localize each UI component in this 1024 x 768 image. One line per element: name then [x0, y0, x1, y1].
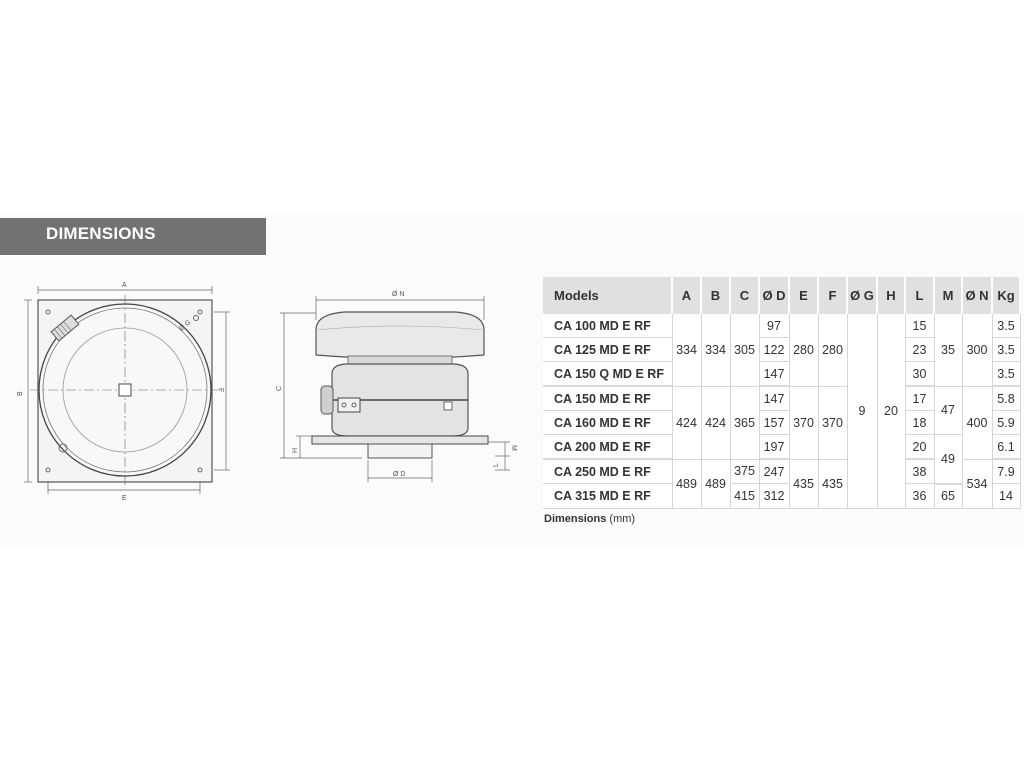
cell-l: 18	[905, 411, 934, 435]
model-name: CA 150 MD E RF	[543, 386, 672, 411]
cell-l: 30	[905, 362, 934, 387]
cell-a: 489	[672, 459, 701, 508]
cell-l: 36	[905, 484, 934, 509]
table-caption	[544, 513, 635, 525]
cell-c: 375	[730, 459, 759, 484]
cell-kg: 3.5	[992, 362, 1020, 387]
cell-c: 305	[730, 314, 759, 386]
cell-l: 15	[905, 314, 934, 338]
header-a: A	[672, 277, 701, 314]
side-view-drawing	[280, 296, 510, 482]
cell-c: 365	[730, 386, 759, 459]
cell-kg: 6.1	[992, 435, 1020, 460]
label-a: A	[122, 282, 127, 289]
cell-b: 424	[701, 386, 730, 459]
section-title: DIMENSIONS	[46, 224, 156, 243]
cell-kg: 3.5	[992, 338, 1020, 362]
model-name: CA 160 MD E RF	[543, 411, 672, 435]
cell-kg: 3.5	[992, 314, 1020, 338]
cell-m: 65	[934, 484, 962, 509]
caption-bold: Dimensions	[544, 513, 607, 525]
cell-kg: 14	[992, 484, 1020, 509]
header-l: L	[905, 277, 934, 314]
cell-d: 147	[759, 386, 789, 411]
cell-f: 435	[818, 459, 847, 508]
cell-d: 97	[759, 314, 789, 338]
cell-e: 280	[789, 314, 818, 386]
label-e: E	[122, 495, 127, 502]
cell-kg: 5.8	[992, 386, 1020, 411]
cell-d: 312	[759, 484, 789, 509]
model-name: CA 150 Q MD E RF	[543, 362, 672, 387]
cell-h: 20	[877, 314, 905, 508]
cell-n: 300	[962, 314, 992, 386]
cell-kg: 5.9	[992, 411, 1020, 435]
cell-b: 489	[701, 459, 730, 508]
header-d: Ø D	[759, 277, 789, 314]
cell-m: 47	[934, 386, 962, 435]
header-e: E	[789, 277, 818, 314]
table-header-row	[543, 277, 1020, 314]
cell-b: 334	[701, 314, 730, 386]
cell-d: 157	[759, 411, 789, 435]
cell-f: 370	[818, 386, 847, 459]
header-kg: Kg	[992, 277, 1020, 314]
cell-d: 122	[759, 338, 789, 362]
cell-d: 247	[759, 459, 789, 484]
cell-e: 370	[789, 386, 818, 459]
caption-unit: (mm)	[606, 513, 636, 525]
cell-n: 400	[962, 386, 992, 459]
label-m: M	[510, 445, 517, 451]
cell-l: 20	[905, 435, 934, 460]
cell-m: 35	[934, 314, 962, 386]
cell-l: 38	[905, 459, 934, 484]
cell-l: 17	[905, 386, 934, 411]
top-view-drawing	[24, 286, 230, 494]
label-f: F	[217, 388, 224, 393]
cell-g: 9	[847, 314, 877, 508]
header-g: Ø G	[847, 277, 877, 314]
label-n: Ø N	[392, 291, 405, 298]
model-name: CA 100 MD E RF	[543, 314, 672, 338]
label-b: B	[17, 391, 24, 396]
cell-d: 147	[759, 362, 789, 387]
label-g: Ø G	[178, 319, 193, 333]
table-row	[543, 386, 1020, 411]
header-f: F	[818, 277, 847, 314]
model-name: CA 315 MD E RF	[543, 484, 672, 509]
cell-a: 424	[672, 386, 701, 459]
dimensions-table	[543, 277, 1021, 509]
model-name: CA 200 MD E RF	[543, 435, 672, 460]
cell-m: 49	[934, 435, 962, 484]
label-d: Ø D	[393, 471, 406, 478]
cell-d: 197	[759, 435, 789, 460]
cell-kg: 7.9	[992, 459, 1020, 484]
model-name: CA 250 MD E RF	[543, 459, 672, 484]
header-n: Ø N	[962, 277, 992, 314]
label-h: H	[292, 447, 299, 453]
header-c: C	[730, 277, 759, 314]
cell-f: 280	[818, 314, 847, 386]
cell-e: 435	[789, 459, 818, 508]
header-b: B	[701, 277, 730, 314]
header-models: Models	[543, 277, 672, 314]
header-h: H	[877, 277, 905, 314]
cell-n: 534	[962, 459, 992, 508]
table-row	[543, 435, 1020, 460]
cell-c: 415	[730, 484, 759, 509]
label-c: C	[276, 385, 283, 391]
cell-l: 23	[905, 338, 934, 362]
label-l: L	[493, 463, 500, 467]
cell-a: 334	[672, 314, 701, 386]
model-name: CA 125 MD E RF	[543, 338, 672, 362]
table-row	[543, 314, 1020, 338]
table-row	[543, 484, 1020, 509]
header-m: M	[934, 277, 962, 314]
